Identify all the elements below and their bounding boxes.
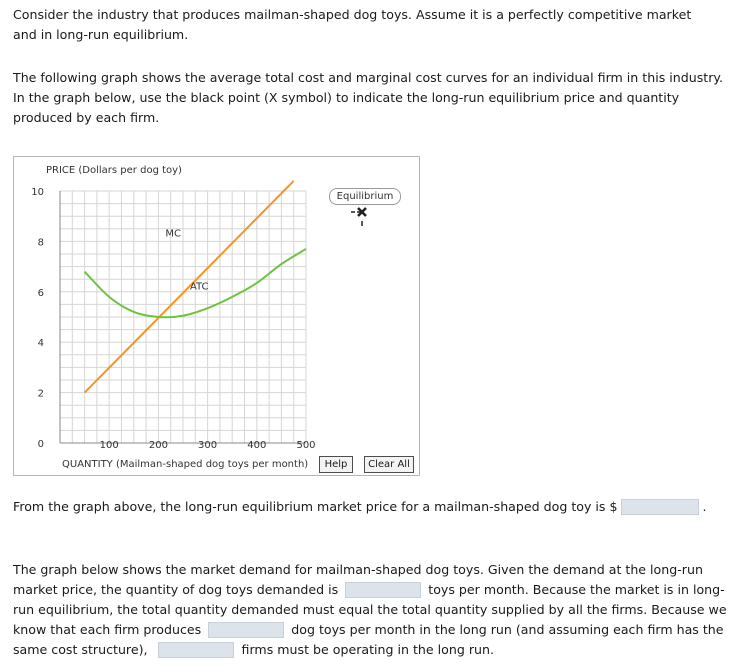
y-tick-label: 4	[37, 338, 44, 350]
series-label-mc: MC	[165, 228, 181, 240]
y-tick-label: 10	[31, 187, 44, 198]
x-axis-title: QUANTITY (Mailman-shaped dog toys per month)	[62, 459, 309, 470]
question2-part2: toys per month. Because the market is in long-run equilibrium, the total quantity demanded must equal the total quantity supplied by all the firms. Because we know that each firm produces	[13, 582, 727, 637]
number-of-firms-input[interactable]	[158, 642, 234, 658]
question2-part4: firms must be operating in the long run.	[241, 642, 494, 657]
question-price-text: From the graph above, the long-run equilibrium market price for a mailman-shaped dog toy is $	[13, 499, 618, 514]
equilibrium-point-tool-icon[interactable]	[350, 205, 374, 229]
grid	[60, 191, 306, 443]
question-price	[13, 497, 733, 517]
question2-part1: The graph below shows the market demand for mailman-shaped dog toys. Given the demand at the long-run market price, the quantity of dog toys demanded is	[13, 562, 703, 597]
equilibrium-legend: Equilibrium	[329, 188, 401, 205]
x-tick-label: 100	[99, 440, 119, 451]
question-market-demand	[13, 560, 729, 660]
firm-output-input[interactable]	[208, 622, 284, 638]
series-label-atc: ATC	[189, 281, 209, 293]
x-tick-label: 500	[296, 440, 316, 451]
x-tick-label: 400	[247, 440, 267, 451]
y-tick-label: 6	[37, 287, 44, 299]
y-axis-title: PRICE (Dollars per dog toy)	[46, 165, 182, 176]
x-tick-label: 300	[198, 440, 218, 451]
clear-all-button[interactable]: Clear All	[364, 456, 414, 473]
y-tick-label: 2	[37, 388, 44, 400]
question-price-end: .	[702, 499, 707, 514]
y-tick-label: 8	[37, 237, 44, 249]
price-answer-input[interactable]	[621, 499, 699, 515]
y-tick-label: 0	[37, 439, 44, 450]
quantity-demanded-input[interactable]	[345, 582, 421, 598]
graph-panel	[13, 156, 420, 476]
intro-text: Consider the industry that produces mailman-shaped dog toys. Assume it is a perfectly competitive market and in long-run equilibrium.	[13, 7, 692, 42]
question2-part3: dog toys per month in the long run (and assuming each firm has the same cost structure),	[13, 622, 724, 657]
help-button[interactable]: Help	[319, 456, 353, 473]
x-tick-label: 200	[148, 440, 168, 451]
instructions-text: The following graph shows the average total cost and marginal cost curves for an individual firm in this industry. In the graph below, use the black point (X symbol) to indicate the long-run equilibrium price and quantity produced by each firm.	[13, 70, 724, 125]
